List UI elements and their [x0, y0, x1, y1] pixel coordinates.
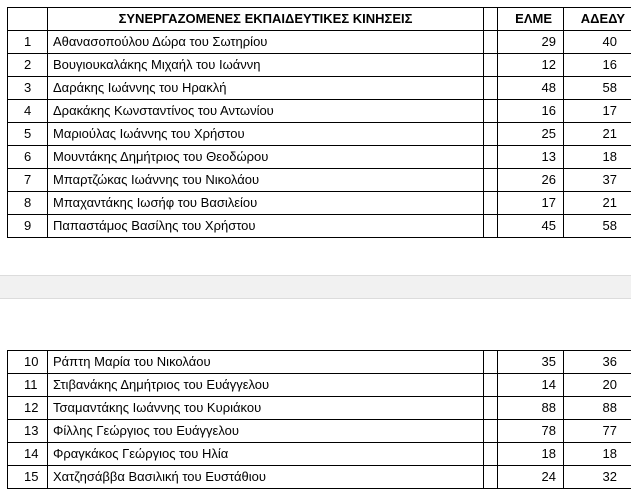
candidate-name: Μπαρτζώκας Ιωάννης του Νικολάου — [48, 169, 484, 192]
table-row — [8, 443, 631, 466]
adedy-votes: 20 — [564, 374, 631, 397]
row-number: 3 — [8, 77, 48, 100]
table-row — [8, 77, 631, 100]
row-number: 7 — [8, 169, 48, 192]
table-row — [8, 466, 631, 489]
elme-votes: 14 — [498, 374, 564, 397]
adedy-votes: 16 — [564, 54, 631, 77]
adedy-votes: 40 — [564, 31, 631, 54]
candidate-name: Χατζησάββα Βασιλική του Ευστάθιου — [48, 466, 484, 489]
candidate-name: Στιβανάκης Δημήτριος του Ευάγγελου — [48, 374, 484, 397]
row-number: 1 — [8, 31, 48, 54]
candidate-name: Ράπτη Μαρία του Νικολάου — [48, 351, 484, 374]
candidate-name: Δρακάκης Κωνσταντίνος του Αντωνίου — [48, 100, 484, 123]
row-number: 5 — [8, 123, 48, 146]
candidate-name: Αθανασοπούλου Δώρα του Σωτηρίου — [48, 31, 484, 54]
candidate-name: Μπαχαντάκης Ιωσήφ του Βασιλείου — [48, 192, 484, 215]
header-elme: ΕΛΜΕ — [498, 8, 564, 31]
elme-votes: 29 — [498, 31, 564, 54]
adedy-votes: 17 — [564, 100, 631, 123]
elme-votes: 26 — [498, 169, 564, 192]
row-number: 10 — [8, 351, 48, 374]
elme-votes: 78 — [498, 420, 564, 443]
table-row — [8, 123, 631, 146]
adedy-votes: 21 — [564, 192, 631, 215]
adedy-votes: 21 — [564, 123, 631, 146]
header-row — [8, 8, 631, 31]
adedy-votes: 18 — [564, 443, 631, 466]
adedy-votes: 58 — [564, 215, 631, 238]
elme-votes: 13 — [498, 146, 564, 169]
table-row — [8, 397, 631, 420]
candidate-name: Τσαμαντάκης Ιωάννης του Κυριάκου — [48, 397, 484, 420]
candidate-name: Δαράκης Ιωάννης του Ηρακλή — [48, 77, 484, 100]
row-number: 4 — [8, 100, 48, 123]
table-row — [8, 54, 631, 77]
table-title: ΣΥΝΕΡΓΑΖΟΜΕΝΕΣ ΕΚΠΑΙΔΕΥΤΙΚΕΣ ΚΙΝΗΣΕΙΣ — [48, 8, 484, 31]
table-row — [8, 146, 631, 169]
gap-cell — [484, 146, 498, 169]
gap-cell — [484, 31, 498, 54]
row-number: 9 — [8, 215, 48, 238]
candidate-name: Βουγιουκαλάκης Μιχαήλ του Ιωάννη — [48, 54, 484, 77]
candidate-name: Φίλλης Γεώργιος του Ευάγγελου — [48, 420, 484, 443]
gap-cell — [484, 420, 498, 443]
adedy-votes: 36 — [564, 351, 631, 374]
elme-votes: 17 — [498, 192, 564, 215]
header-num-cell — [8, 8, 48, 31]
row-number: 12 — [8, 397, 48, 420]
adedy-votes: 77 — [564, 420, 631, 443]
adedy-votes: 58 — [564, 77, 631, 100]
gap-cell — [484, 443, 498, 466]
elme-votes: 16 — [498, 100, 564, 123]
elme-votes: 88 — [498, 397, 564, 420]
table-row — [8, 31, 631, 54]
row-number: 8 — [8, 192, 48, 215]
elme-votes: 24 — [498, 466, 564, 489]
adedy-votes: 18 — [564, 146, 631, 169]
elme-votes: 18 — [498, 443, 564, 466]
gap-cell — [484, 54, 498, 77]
gap-cell — [484, 397, 498, 420]
adedy-votes: 32 — [564, 466, 631, 489]
elme-votes: 25 — [498, 123, 564, 146]
table-row — [8, 192, 631, 215]
candidate-name: Μαριούλας Ιωάννης του Χρήστου — [48, 123, 484, 146]
candidate-name: Φραγκάκος Γεώργιος του Ηλία — [48, 443, 484, 466]
elme-votes: 48 — [498, 77, 564, 100]
candidates-table-top — [7, 7, 631, 238]
gap-cell — [484, 77, 498, 100]
gap-cell — [484, 8, 498, 31]
gap-cell — [484, 466, 498, 489]
candidate-name: Μουντάκης Δημήτριος του Θεοδώρου — [48, 146, 484, 169]
gap-cell — [484, 169, 498, 192]
row-number: 13 — [8, 420, 48, 443]
table-row — [8, 169, 631, 192]
row-number: 2 — [8, 54, 48, 77]
gap-cell — [484, 351, 498, 374]
gap-cell — [484, 192, 498, 215]
adedy-votes: 37 — [564, 169, 631, 192]
elme-votes: 45 — [498, 215, 564, 238]
table-row — [8, 215, 631, 238]
table-row — [8, 374, 631, 397]
row-number: 14 — [8, 443, 48, 466]
candidates-table-bottom — [7, 350, 631, 489]
elme-votes: 35 — [498, 351, 564, 374]
table-row — [8, 420, 631, 443]
row-number: 6 — [8, 146, 48, 169]
row-number: 11 — [8, 374, 48, 397]
row-number: 15 — [8, 466, 48, 489]
header-adedy: ΑΔΕΔΥ — [564, 8, 631, 31]
gap-cell — [484, 100, 498, 123]
elme-votes: 12 — [498, 54, 564, 77]
gap-cell — [484, 374, 498, 397]
gap-cell — [484, 123, 498, 146]
sheet-gap-band — [0, 275, 631, 299]
candidate-name: Παπαστάμος Βασίλης του Χρήστου — [48, 215, 484, 238]
adedy-votes: 88 — [564, 397, 631, 420]
table-row — [8, 100, 631, 123]
table-row — [8, 351, 631, 374]
gap-cell — [484, 215, 498, 238]
